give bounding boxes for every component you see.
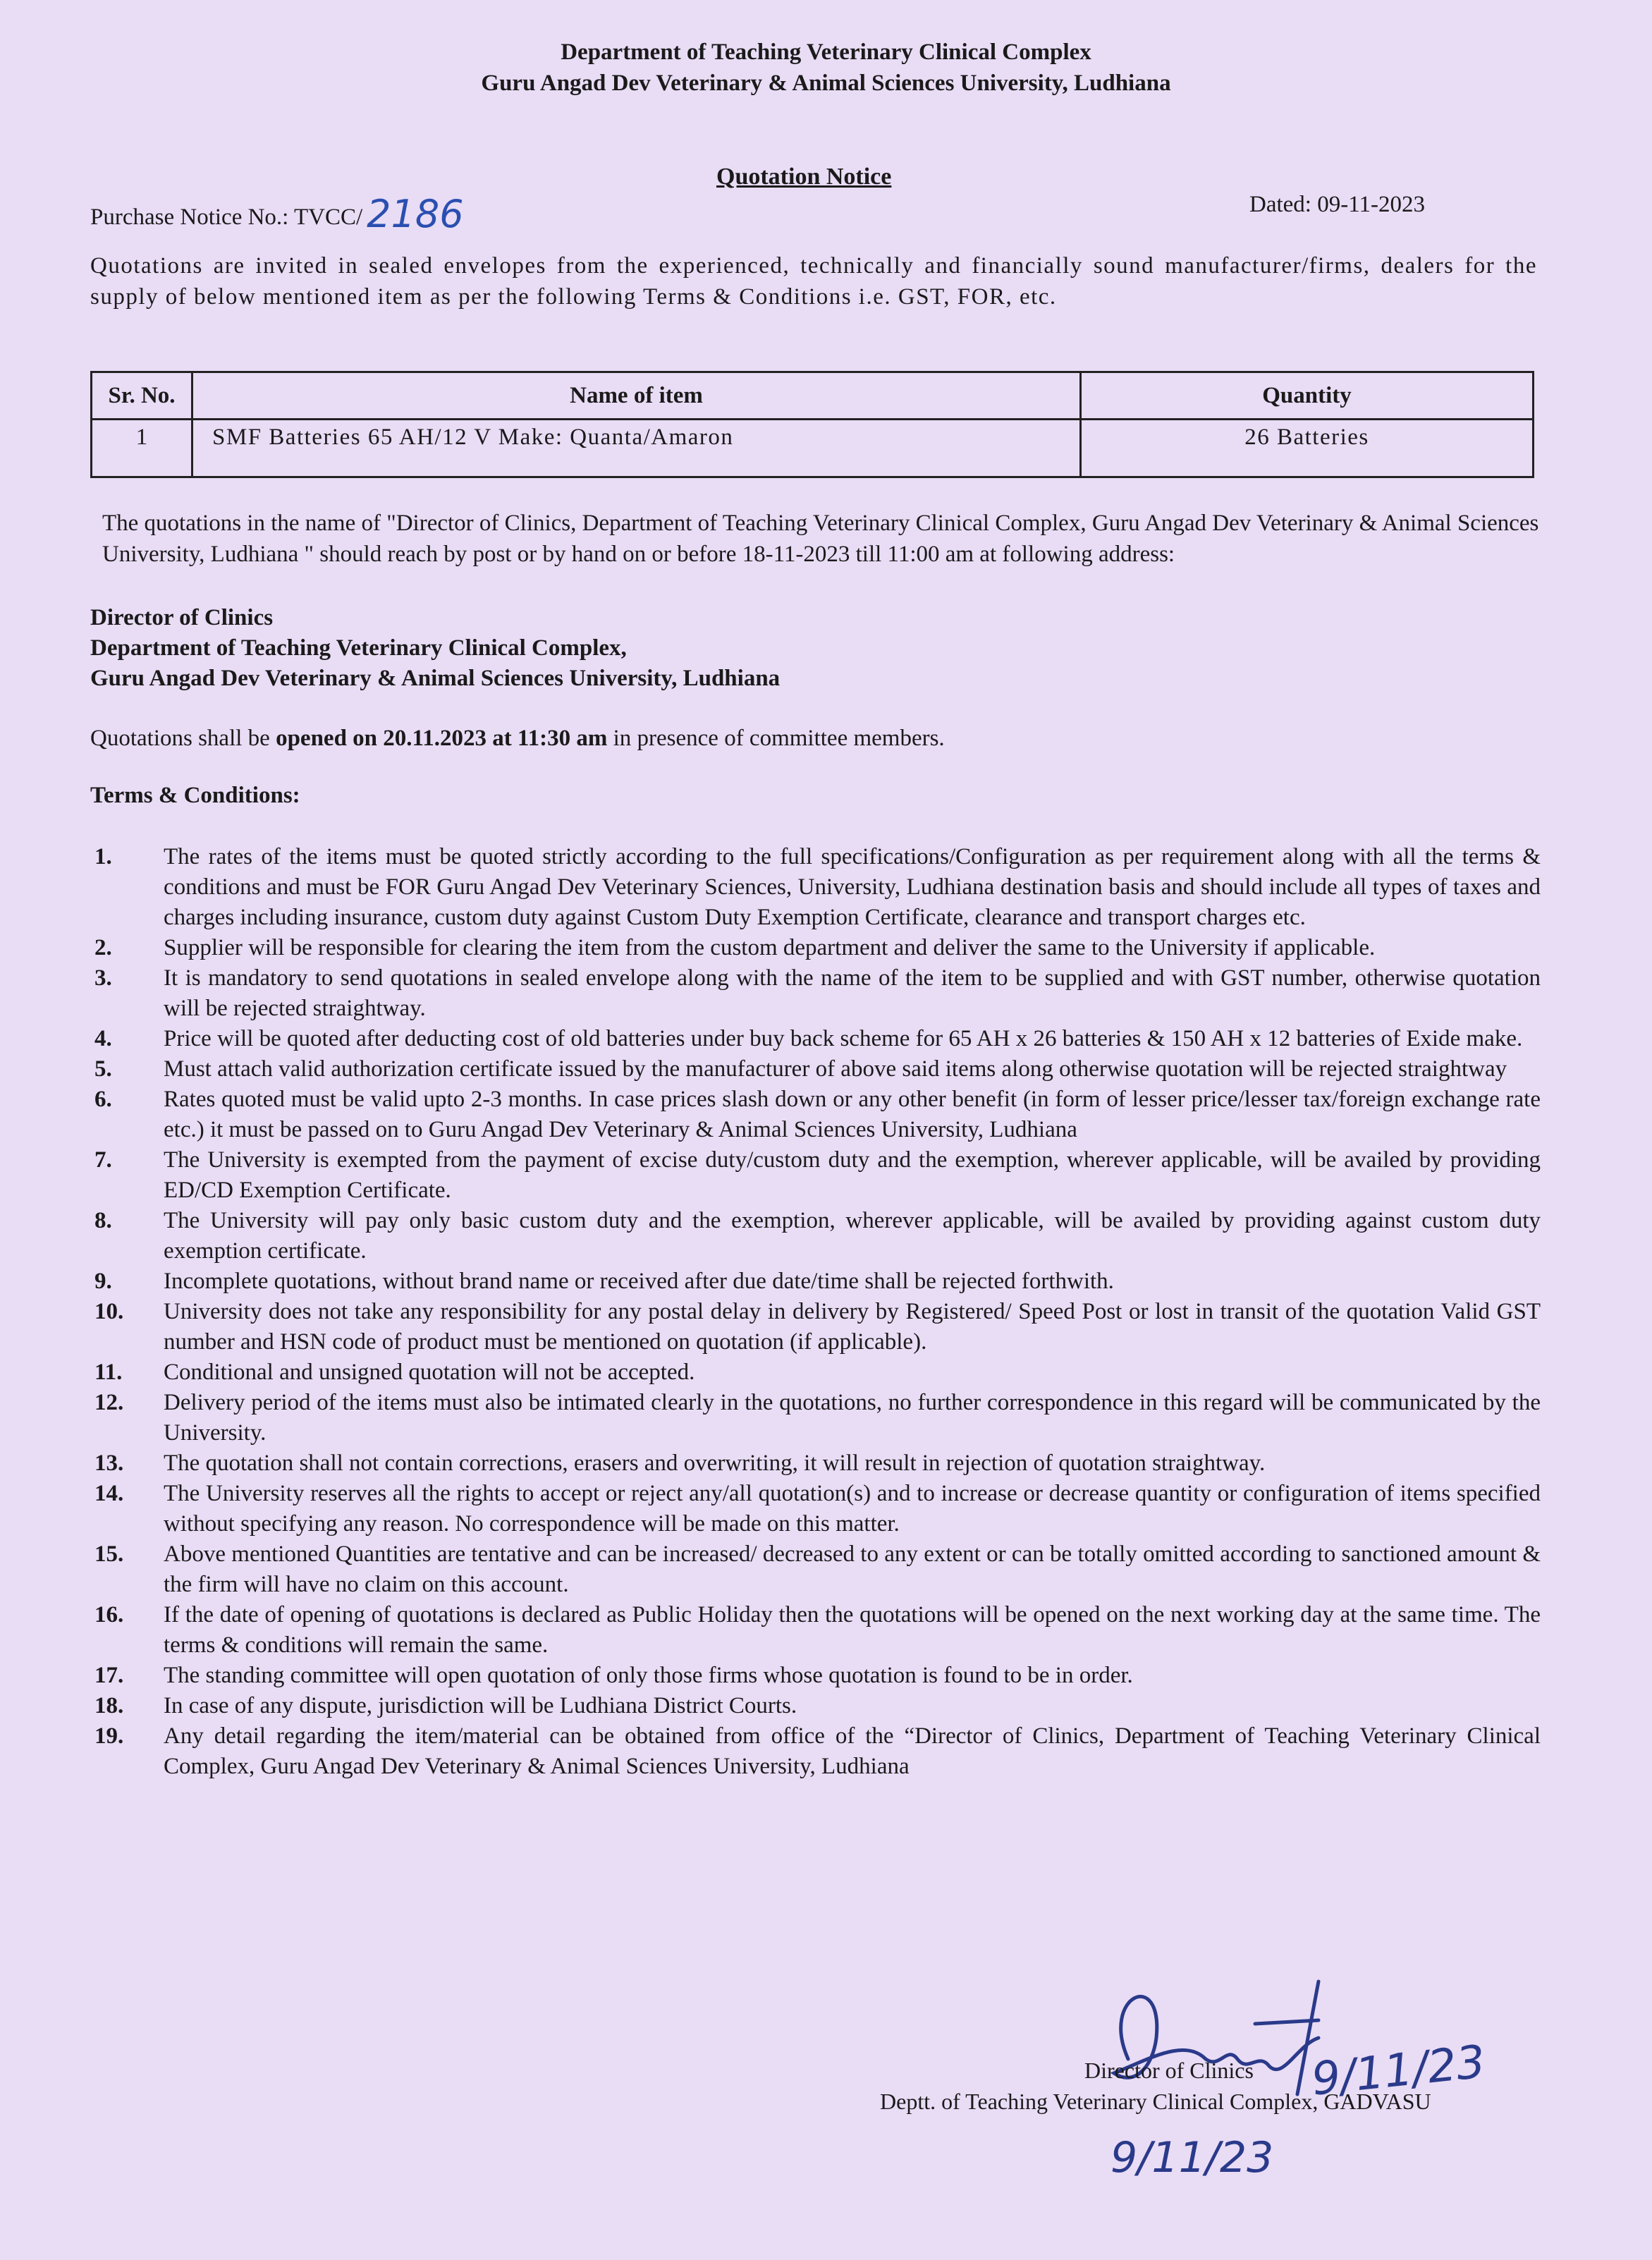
list-item [78,1448,1541,1479]
list-item [78,1357,1541,1388]
term-number: 8. [94,1208,112,1233]
term-text: The rates of the items must be quoted strictly according to the full specifications/Configuration as per requirement along with all the terms & conditions and must be FOR Guru Angad Dev Veterinary Sciences, University, Ludhiana destination basis and should include all types of taxes and charges including insurance, custom duty against Custom Duty Exemption Certificate, clearance and transport charges etc. [164,844,1541,930]
list-item [78,933,1541,963]
term-text: Rates quoted must be valid upto 2-3 months. In case prices slash down or any other benefit (in form of lesser price/lesser tax/foreign exchange rate etc.) it must be passed on to Guru Angad Dev Veterinary & Animal Sciences University, Ludhiana [164,1087,1541,1142]
term-number: 10. [94,1299,124,1324]
item-name-value: SMF Batteries 65 AH/12 V Make: Quanta/Amaron [212,424,734,450]
header-university: Guru Angad Dev Veterinary & Animal Sciences University, Ludhiana [481,71,1171,96]
term-number: 11. [94,1360,123,1385]
cell-quantity [1081,420,1534,477]
term-text: The standing committee will open quotation of only those firms whose quotation is found to be in order. [164,1663,1133,1688]
submission-paragraph: The quotations in the name of "Director of Clinics, Department of Teaching Veterinary Clinical Complex, Guru Angad Dev Veterinary & Animal Sciences University, Ludhiana " should reach by post or by hand on or before 18-11-2023 till 11:00 am at following address: [102,511,1539,567]
header-department: Department of Teaching Veterinary Clinical Complex [561,39,1091,65]
term-number: 16. [94,1602,124,1627]
term-number: 3. [94,965,112,991]
list-item [78,963,1541,1024]
opening-suffix: in presence of committee members. [607,726,945,751]
list-item [78,1539,1541,1600]
address-line-1: Director of Clinics [90,605,274,630]
list-item [78,1145,1541,1206]
term-number: 2. [94,935,112,960]
notice-title: Quotation Notice [716,164,892,190]
table-row [92,420,1534,477]
term-text: Delivery period of the items must also be intimated clearly in the quotations, no further correspondence in this regard will be communicated by the University. [164,1390,1541,1446]
opening-prefix: Quotations shall be [90,726,276,751]
term-number: 18. [94,1693,124,1718]
list-item [78,1085,1541,1145]
signatory-department: Deptt. of Teaching Veterinary Clinical Complex, GADVASU [880,2089,1431,2114]
term-text: The University is exempted from the payment of excise duty/custom duty and the exemption, wherever applicable, will be availed by providing ED/CD Exemption Certificate. [164,1147,1541,1203]
header-quantity: Quantity [1081,372,1534,420]
list-item [78,1054,1541,1085]
term-number: 4. [94,1026,112,1051]
header-sr-no: Sr. No. [92,372,192,420]
items-table-header-row [92,372,1534,420]
purchase-notice-number [90,192,464,236]
list-item [78,1721,1541,1782]
list-item [78,1479,1541,1539]
opening-paragraph [90,723,945,754]
header-item-name: Name of item [192,372,1081,420]
list-item [78,1266,1541,1297]
term-number: 15. [94,1541,124,1567]
term-number: 19. [94,1723,124,1749]
quantity-value: 26 Batteries [1244,424,1369,450]
term-text: The University will pay only basic custom duty and the exemption, wherever applicable, will be availed by providing against custom duty exemption certificate. [164,1208,1541,1264]
term-text: The University reserves all the rights to accept or reject any/all quotation(s) and to increase or decrease quantity or configuration of items specified without specifying any reason. No correspondence will be made on this matter. [164,1481,1541,1537]
handwritten-notice-number: 2186 [367,192,464,236]
term-number: 17. [94,1663,124,1688]
term-text: University does not take any responsibility for any postal delay in delivery by Registered/ Speed Post or lost in transit of the quotation Valid GST number and HSN code of product must be mentioned on quotation (if applicable). [164,1299,1541,1355]
list-item [78,1661,1541,1691]
terms-heading: Terms & Conditions: [90,783,300,808]
term-text: If the date of opening of quotations is declared as Public Holiday then the quotations will be opened on the next working day at the same time. The terms & conditions will remain the same. [164,1602,1541,1658]
term-number: 5. [94,1056,112,1082]
cell-item-name [192,420,1081,477]
sr-no-value: 1 [135,424,148,450]
cell-sr-no [92,420,192,477]
term-text: Must attach valid authorization certificate issued by the manufacturer of above said items along otherwise quotation will be rejected straightway [164,1056,1507,1082]
list-item [78,1297,1541,1357]
term-text: Conditional and unsigned quotation will not be accepted. [164,1360,695,1385]
list-item [78,1600,1541,1661]
term-number: 14. [94,1481,124,1506]
terms-list [78,842,1541,1782]
term-number: 12. [94,1390,124,1415]
term-text: Supplier will be responsible for clearing the item from the custom department and deliver the same to the University if applicable. [164,935,1376,960]
term-text: It is mandatory to send quotations in sealed envelope along with the name of the item to be supplied and with GST number, otherwise quotation will be rejected straightway. [164,965,1541,1021]
list-item [78,1691,1541,1721]
intro-paragraph: Quotations are invited in sealed envelopes from the experienced, technically and financially sound manufacturer/firms, dealers for the supply of below mentioned item as per the following Terms & Conditions i.e. GST, FOR, etc. [90,253,1537,310]
term-text: Price will be quoted after deducting cost of old batteries under buy back scheme for 65 AH x 26 batteries & 150 AH x 12 batteries of Exide make. [164,1026,1523,1051]
address-block [90,603,780,694]
term-text: The quotation shall not contain corrections, erasers and overwriting, it will result in rejection of quotation straightway. [164,1450,1266,1476]
term-number: 6. [94,1087,112,1112]
signatory-title: Director of Clinics [1084,2058,1254,2083]
purchase-notice-label: Purchase Notice No.: TVCC/ [90,204,363,230]
term-number: 7. [94,1147,112,1173]
term-text: In case of any dispute, jurisdiction will be Ludhiana District Courts. [164,1693,797,1718]
term-number: 9. [94,1269,112,1294]
term-text: Above mentioned Quantities are tentative and can be increased/ decreased to any extent or can be totally omitted according to sanctioned amount & the firm will have no claim on this account. [164,1541,1541,1597]
notice-date: Dated: 09-11-2023 [1249,192,1425,217]
handwritten-date-bottom: 9/11/23 [1110,2133,1274,2182]
address-line-2: Department of Teaching Veterinary Clinical Complex, [90,635,627,661]
term-number: 13. [94,1450,124,1476]
items-table [90,371,1534,478]
list-item [78,1388,1541,1448]
term-text: Any detail regarding the item/material can be obtained from office of the “Director of Clinics, Department of Teaching Veterinary Clinical Complex, Guru Angad Dev Veterinary & Animal Sciences University, Ludhiana [164,1723,1541,1779]
list-item [78,1206,1541,1266]
term-number: 1. [94,844,112,869]
term-text: Incomplete quotations, without brand name or received after due date/time shall be rejected forthwith. [164,1269,1114,1294]
opening-date: opened on 20.11.2023 at 11:30 am [276,726,608,751]
address-line-3: Guru Angad Dev Veterinary & Animal Sciences University, Ludhiana [90,666,781,691]
handwritten-date-signature: 9/11/23 [1309,2036,1488,2106]
list-item [78,842,1541,933]
list-item [78,1024,1541,1054]
